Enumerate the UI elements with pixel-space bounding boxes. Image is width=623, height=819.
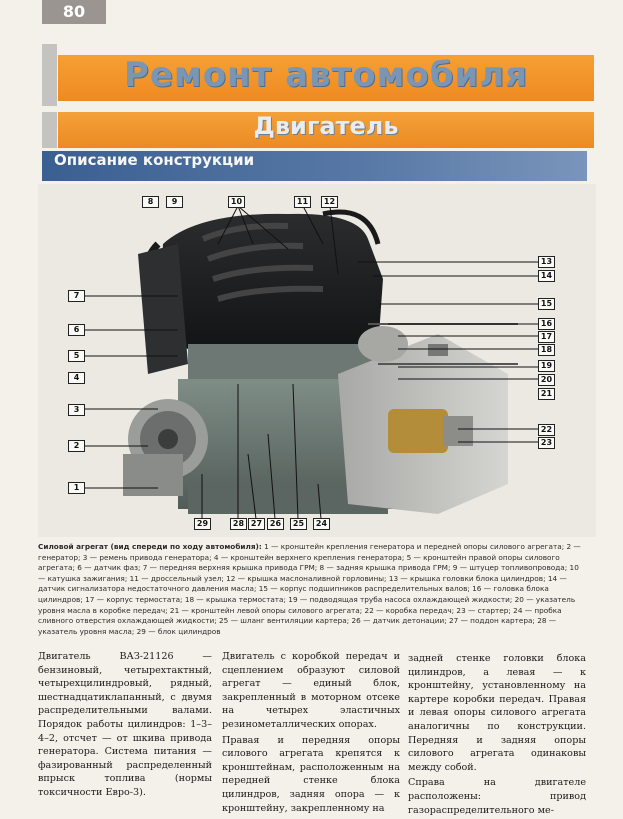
callout-24: 24 [313,518,330,530]
callout-23: 23 [538,437,555,449]
callout-6: 6 [68,324,85,336]
paragraph: задней стенке головки блока цилиндров, а левая — к кронштейну, установленному на картере коробки передач. Правая и левая опоры силового агрегата аналогичны по конструкции. Передняя и задняя опоры силового агрегата одинаковы между собой. [408,653,586,773]
callout-26: 26 [267,518,284,530]
paragraph: Правая и передняя опоры силового агрегата крепятся к кронштейнам, расположенным на передней стенке блока цилиндров, задняя опора — к кронштейну, закрепленному на [222,734,400,814]
body-column-2 [222,650,400,817]
paragraph: Справа на двигателе расположены: привод газораспределительного ме- [408,777,586,816]
callout-2: 2 [68,440,85,452]
callout-28: 28 [230,518,247,530]
subsection-title: Описание конструкции [54,151,255,169]
callout-20: 20 [538,374,555,386]
callout-4: 4 [68,372,85,384]
body-column-3 [408,652,586,819]
callout-21: 21 [538,388,555,400]
callout-12: 12 [321,196,338,208]
callout-27: 27 [248,518,265,530]
figure-caption [38,542,586,637]
caption-body: 1 — кронштейн крепления генератора и передней опоры силового агрегата; 2 — генератор; 3 — ремень привода генератора; 4 — кронштейн верхнего крепления генератора; 5 — кронштейн правой опоры силового агрегата; 6 — датчик фаз; 7 — передняя верхняя крышка привода ГРМ; 8 — задняя крышка привода ГРМ; 9 — штуцер топливопровода; 10 — катушка зажигания; 11 — дроссельный узел; 12 — крышка маслоналивной горловины; 13 — крышка головки блока цилиндров; 14 — датчик сигнализатора недостаточного давления масла; 15 — корпус подшипников распределительных валов; 16 — головка блока цилиндров; 17 — корпус термостата; 18 — крышка термостата; 19 — подводящая труба насоса охлаждающей жидкости; 20 — указатель уровня масла в коробке передач; 21 — кронштейн левой опоры силового агрегата; 22 — коробка передач; 23 — стартер; 24 — пробка сливного отверстия охлаждающей жидкости; 25 — шланг вентиляции картера; 26 — датчик детонации; 27 — поддон картера; 28 — указатель уровня масла; 29 — блок цилиндров [38,542,581,636]
section-side-bar [42,112,57,148]
callout-9: 9 [166,196,183,208]
page-number: 80 [42,0,106,24]
callout-3: 3 [68,404,85,416]
callout-19: 19 [538,360,555,372]
chapter-title: Ремонт автомобиля [123,55,529,95]
callout-18: 18 [538,344,555,356]
section-title: Двигатель [253,112,399,140]
callout-8: 8 [142,196,159,208]
callout-25: 25 [290,518,307,530]
engine-illustration [38,184,596,537]
callout-22: 22 [538,424,555,436]
callout-5: 5 [68,350,85,362]
callout-7: 7 [68,290,85,302]
caption-title: Силовой агрегат (вид спереди по ходу автомобиля): [38,542,262,551]
paragraph: Двигатель ВАЗ-21126 — бензиновый, четырехтактный, четырехцилиндровый, рядный, шестнадцатиклапанный, с двумя распределительными валами. Порядок работы цилиндров: 1–3–4–2, отсчет — от шкива привода генератора. Система питания — фазированный распределенный впрыск топлива (нормы токсичности Евро-3). [38,651,212,798]
body-column-1 [38,650,212,802]
engine-photo [38,184,596,537]
callout-29: 29 [194,518,211,530]
callout-13: 13 [538,256,555,268]
paragraph: Двигатель с коробкой передач и сцеплением образуют силовой агрегат — единый блок, закрепленный в моторном отсеке на четырех эластичных резинометаллических опорах. [222,651,400,730]
callout-15: 15 [538,298,555,310]
callout-1: 1 [68,482,85,494]
callout-11: 11 [294,196,311,208]
callout-14: 14 [538,270,555,282]
header-side-bar [42,44,57,106]
callout-16: 16 [538,318,555,330]
callout-10: 10 [228,196,245,208]
callout-17: 17 [538,331,555,343]
